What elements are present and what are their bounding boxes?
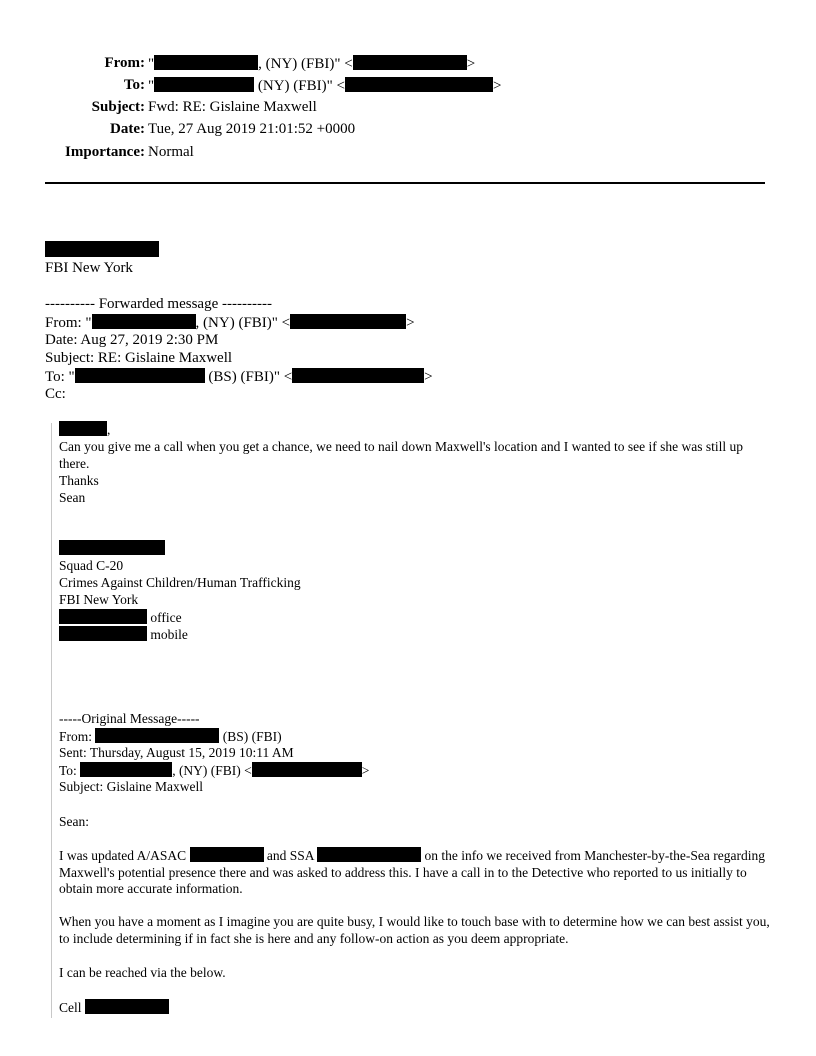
reply-name: Sean <box>59 490 86 505</box>
redaction <box>292 368 424 383</box>
original-cell: Cell <box>59 999 169 1016</box>
signature-unit: Crimes Against Children/Human Trafficking <box>59 575 301 590</box>
sender-name-redacted <box>45 241 159 259</box>
reply-thanks: Thanks <box>59 473 99 488</box>
original-subject: Subject: Gislaine Maxwell <box>59 779 203 794</box>
to-value: " (NY) (FBI)" < > <box>148 78 502 94</box>
redaction <box>190 847 264 862</box>
redaction <box>353 55 467 70</box>
redaction <box>59 540 165 555</box>
date-label: Date: <box>110 121 145 137</box>
redaction <box>317 847 421 862</box>
forwarded-subject: Subject: RE: Gislaine Maxwell <box>45 350 233 366</box>
signature-office-phone: office <box>59 609 182 626</box>
redaction <box>75 368 205 383</box>
from-value: " , (NY) (FBI)" < > <box>148 56 476 72</box>
subject-value: Fwd: RE: Gislaine Maxwell <box>148 99 317 115</box>
redaction <box>92 314 196 329</box>
sender-office: FBI New York <box>45 260 133 276</box>
importance-value: Normal <box>148 144 194 160</box>
original-to: To: , (NY) (FBI) < > <box>59 763 370 778</box>
forwarded-to: To: " (BS) (FBI)" < > <box>45 369 433 385</box>
to-label: To: <box>123 77 145 93</box>
original-divider: -----Original Message----- <box>59 711 200 726</box>
forwarded-date: Date: Aug 27, 2019 2:30 PM <box>45 332 219 348</box>
forwarded-cc: Cc: <box>45 386 66 402</box>
header-divider <box>45 182 765 184</box>
original-from: From: (BS) (FBI) <box>59 729 282 744</box>
original-sent: Sent: Thursday, August 15, 2019 10:11 AM <box>59 745 294 760</box>
quote-bar <box>51 423 52 1018</box>
redaction <box>154 55 258 70</box>
original-paragraph-2: When you have a moment as I imagine you are quite busy, I would like to touch base with to determine how we can best assist you, to include determining if in fact she is here and any follow-on action as you deem appropriate. <box>59 914 770 946</box>
signature-mobile-phone: mobile <box>59 626 188 643</box>
redaction <box>345 77 493 92</box>
redaction <box>59 421 107 436</box>
greeting: , <box>59 421 110 438</box>
original-paragraph-1: I was updated A/ASAC and SSA on the info we received from Manchester-by-the-Sea regarding Maxwell's potential presence there and was asked to address this. I have a call in to the Detective who reported to us initially to obtain more accurate information. <box>59 848 765 896</box>
reply-body: Can you give me a call when you get a chance, we need to nail down Maxwell's location and I wanted to see if she was still up there. <box>59 439 743 471</box>
redaction <box>252 762 362 777</box>
redaction <box>45 241 159 257</box>
redaction <box>85 999 169 1014</box>
date-value: Tue, 27 Aug 2019 21:01:52 +0000 <box>148 121 356 137</box>
redaction <box>80 762 172 777</box>
importance-label: Importance: <box>65 144 145 160</box>
redaction <box>59 609 147 624</box>
from-label: From: <box>104 55 145 71</box>
redaction <box>59 626 147 641</box>
signature-squad: Squad C-20 <box>59 558 124 573</box>
original-salutation: Sean: <box>59 814 89 829</box>
signature-office: FBI New York <box>59 592 139 607</box>
original-paragraph-3: I can be reached via the below. <box>59 965 226 980</box>
forwarded-from: From: " , (NY) (FBI)" < > <box>45 315 415 331</box>
signature-name-redacted <box>59 540 165 557</box>
redaction <box>95 728 219 743</box>
redaction <box>290 314 406 329</box>
redaction <box>154 77 254 92</box>
forwarded-divider: ---------- Forwarded message ---------- <box>45 296 272 312</box>
subject-label: Subject: <box>91 99 145 115</box>
